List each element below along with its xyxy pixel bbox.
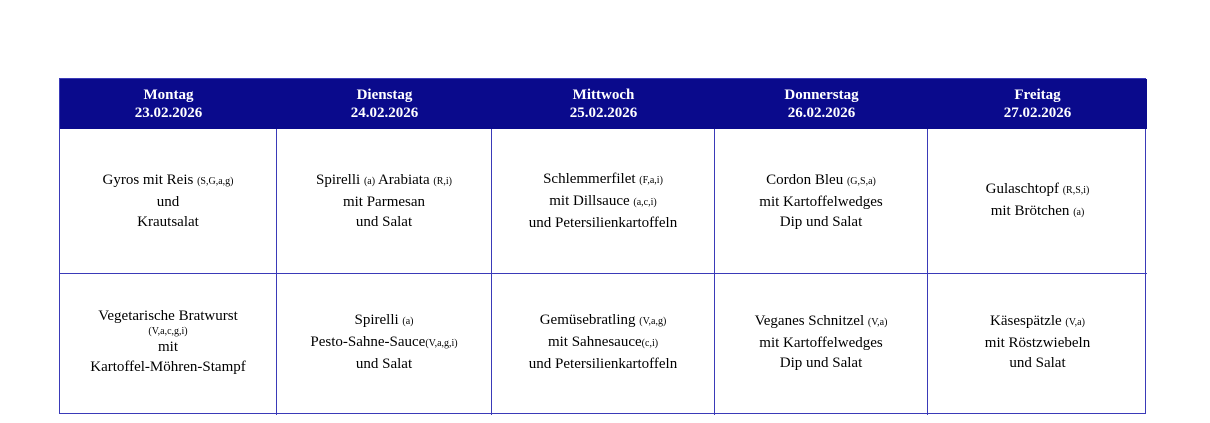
menu-cell-wednesday-1 xyxy=(492,129,715,274)
day-name: Montag xyxy=(143,87,194,103)
dish-line xyxy=(990,311,1085,333)
dish-line xyxy=(354,310,413,332)
menu-cell-friday-1 xyxy=(928,129,1147,274)
dish-line: Krautsalat xyxy=(137,214,199,230)
day-name: Mittwoch xyxy=(572,87,635,103)
dish-text: Spirelli xyxy=(354,311,403,328)
day-header-thursday xyxy=(715,79,928,129)
dish-text: Arabiata xyxy=(375,172,434,188)
menu-cell-thursday-2 xyxy=(715,274,928,415)
dish-line xyxy=(316,170,452,192)
dish-line: Kartoffel-Möhren-Stampf xyxy=(90,359,246,375)
dish-line: mit Kartoffelwedges xyxy=(759,194,883,210)
day-date: 27.02.2026 xyxy=(1003,105,1072,121)
allergen-codes: (V,a) xyxy=(867,316,888,328)
allergen-codes: (a,c,i) xyxy=(633,197,657,208)
dish-line xyxy=(549,191,656,213)
day-date: 25.02.2026 xyxy=(569,105,638,121)
dish-line: und Salat xyxy=(355,355,413,372)
day-name: Freitag xyxy=(1014,87,1061,103)
menu-cell-tuesday-1 xyxy=(277,129,492,274)
day-header-monday xyxy=(60,79,277,129)
day-name: Donnerstag xyxy=(784,87,859,103)
menu-cell-monday-1 xyxy=(60,129,277,274)
allergen-codes: (R,S,i) xyxy=(1062,185,1090,196)
allergen-codes: (V,a,g,i) xyxy=(425,337,458,349)
dish-line xyxy=(548,332,658,354)
menu-cell-thursday-1 xyxy=(715,129,928,274)
dish-text: Käsespätzle xyxy=(990,312,1066,329)
dish-line: und Salat xyxy=(355,214,413,230)
allergen-codes: (c,i) xyxy=(641,337,659,349)
dish-line xyxy=(540,310,667,332)
allergen-codes: (a) xyxy=(363,176,376,187)
allergen-codes: (G,S,a) xyxy=(846,176,876,187)
dish-line: Dip und Salat xyxy=(779,214,863,230)
dish-text: Veganes Schnitzel xyxy=(754,312,868,329)
day-date: 23.02.2026 xyxy=(134,105,203,121)
dish-text: Cordon Bleu xyxy=(766,172,847,188)
allergen-codes: (R,i) xyxy=(433,176,452,187)
allergen-codes: (V,a,g) xyxy=(639,315,667,327)
dish-text: Gulaschtopf xyxy=(985,181,1063,197)
allergen-codes: (a) xyxy=(1073,207,1085,218)
allergen-codes: (V,a) xyxy=(1065,316,1085,328)
dish-text: Pesto-Sahne-Sauce xyxy=(310,333,426,350)
dish-line xyxy=(103,170,234,192)
dish-text: mit Dillsauce xyxy=(549,193,634,209)
dish-text: mit Sahnesauce xyxy=(547,333,642,350)
day-header-friday xyxy=(928,79,1147,129)
allergen-codes: (V,a,c,g,i) xyxy=(148,326,188,337)
day-name: Dienstag xyxy=(356,87,413,103)
allergen-codes: (F,a,i) xyxy=(639,175,663,186)
menu-cell-friday-2 xyxy=(928,274,1147,415)
dish-line: und xyxy=(156,194,180,210)
dish-line: mit Parmesan xyxy=(342,194,426,210)
dish-line xyxy=(755,311,888,333)
menu-cell-wednesday-2 xyxy=(492,274,715,415)
dish-line: mit xyxy=(157,339,178,355)
dish-line: Dip und Salat xyxy=(779,354,863,371)
dish-line: mit Röstzwiebeln xyxy=(984,334,1091,351)
dish-line xyxy=(986,179,1090,201)
dish-line xyxy=(766,170,876,192)
day-date: 24.02.2026 xyxy=(350,105,419,121)
dish-text: Gemüsebratling xyxy=(539,311,640,328)
dish-line: und Petersilienkartoffeln xyxy=(528,215,678,231)
day-date: 26.02.2026 xyxy=(787,105,856,121)
dish-line xyxy=(991,201,1085,223)
dish-line xyxy=(543,169,663,191)
dish-line: und Salat xyxy=(1009,354,1066,371)
dish-line: und Petersilienkartoffeln xyxy=(528,355,678,372)
allergen-codes: (a) xyxy=(402,315,414,327)
dish-line: mit Kartoffelwedges xyxy=(759,334,883,351)
menu-cell-monday-2 xyxy=(60,274,277,415)
allergen-codes: (S,G,a,g) xyxy=(197,176,234,187)
dish-text: Spirelli xyxy=(316,172,364,188)
dish-line xyxy=(310,332,457,354)
dish-line: Vegetarische Bratwurst xyxy=(98,308,238,324)
dish-text: Schlemmerfilet xyxy=(543,171,640,187)
menu-cell-tuesday-2 xyxy=(277,274,492,415)
dish-text: mit Brötchen xyxy=(990,203,1074,219)
dish-text: Gyros mit Reis xyxy=(102,172,198,188)
weekly-menu-table xyxy=(59,78,1146,414)
day-header-tuesday xyxy=(277,79,492,129)
day-header-wednesday xyxy=(492,79,715,129)
